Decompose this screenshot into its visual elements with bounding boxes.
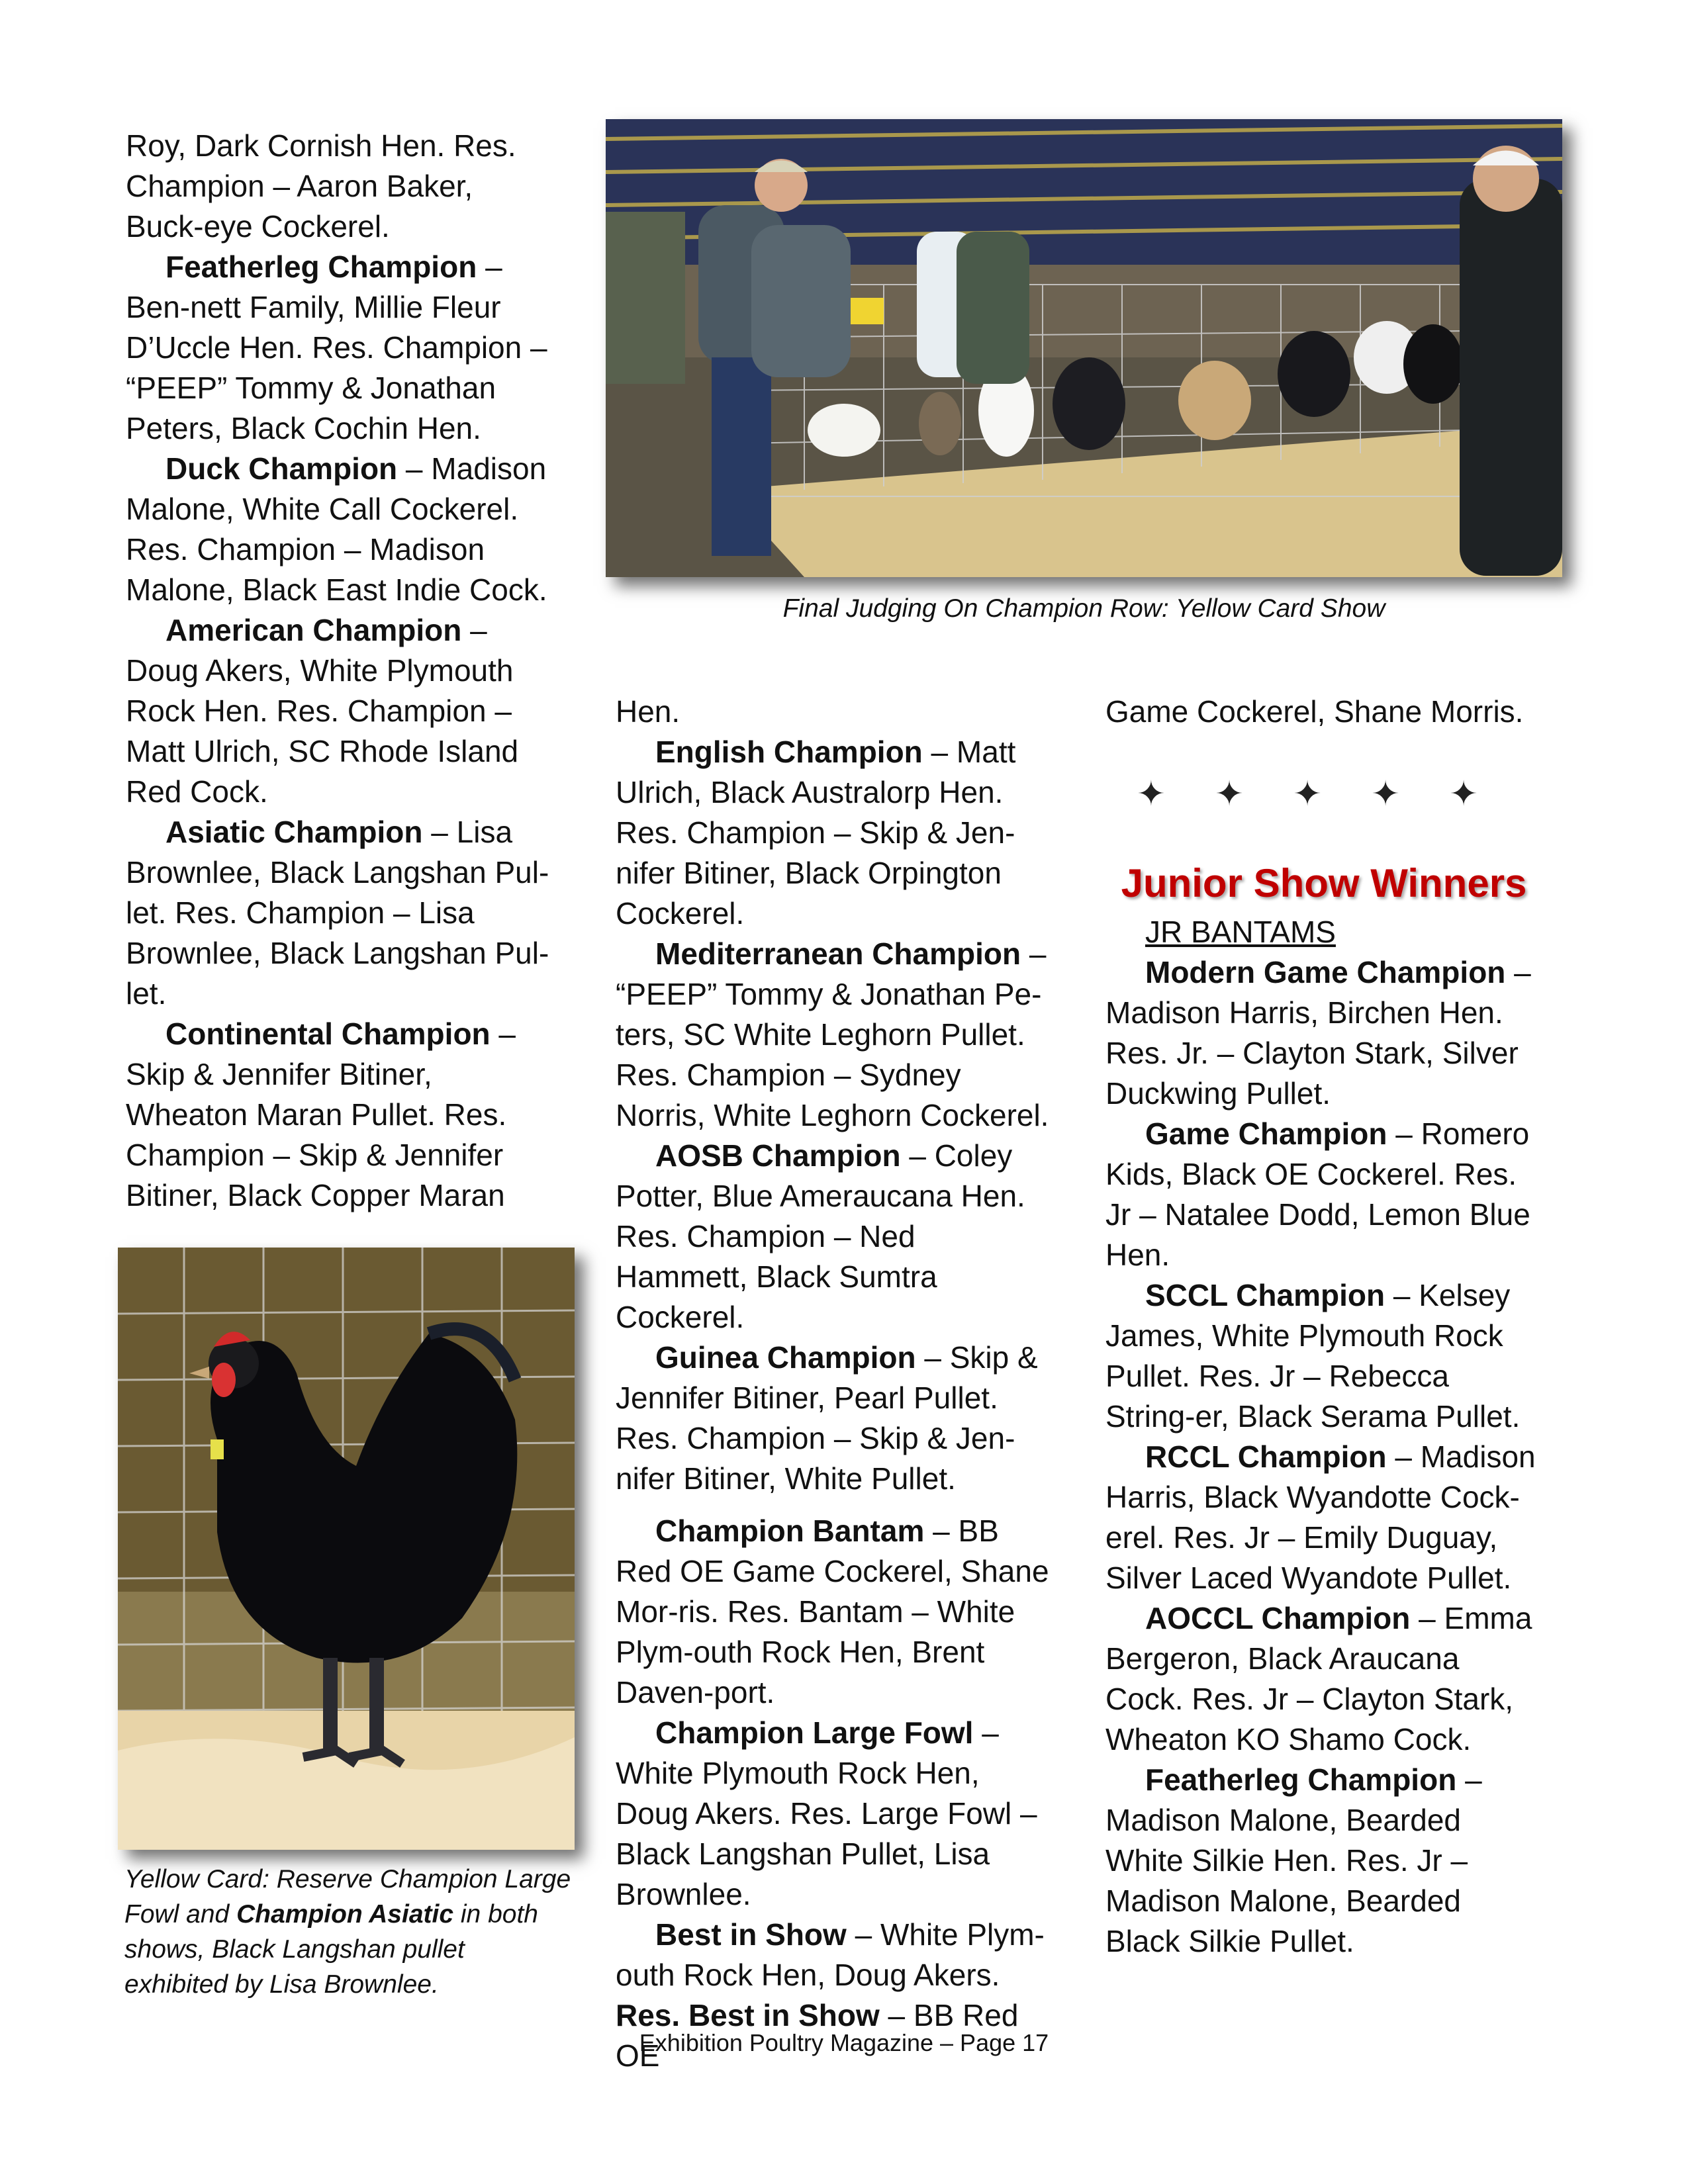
langshan-photo: [118, 1248, 575, 1850]
award-text: – White Plym-outh Rock Hen, Doug Akers.: [616, 1917, 1045, 1992]
col1-entry: [126, 610, 556, 812]
entry-text: – Madison Harris, Birchen Hen. Res. Jr. – Clayton Stark, Silver Duckwing Pullet.: [1105, 955, 1531, 1111]
entry-title: Guinea Champion: [655, 1340, 916, 1375]
col2-award: [616, 1511, 1053, 1713]
entry-text: – Madison Malone, Bearded White Silkie Hen. Res. Jr – Madison Malone, Bearded Black Silkie Pullet.: [1105, 1762, 1482, 1958]
entry-title: Game Champion: [1145, 1116, 1387, 1151]
col3-entry: [1105, 1760, 1542, 1962]
award-text: – BB Red OE Game Cockerel, Shane Mor-ris. Res. Bantam – White Plym-outh Rock Hen, Brent Daven-port.: [616, 1514, 1049, 1709]
res-best-text: – BB Red OE: [616, 1998, 1019, 2073]
col2-intro: Hen.: [616, 694, 680, 729]
entry-title: AOCCL Champion: [1145, 1601, 1411, 1635]
langshan-photo-caption: [124, 1862, 575, 2002]
award-title: Best in Show: [655, 1917, 847, 1952]
col3-intro: Game Cockerel, Shane Morris.: [1105, 694, 1524, 729]
award-title: Champion Large Fowl: [655, 1715, 974, 1750]
entry-title: RCCL Champion: [1145, 1439, 1387, 1474]
judging-photo-caption: Final Judging On Champion Row: Yellow Card Show: [782, 594, 1385, 623]
col2-entry: [616, 1338, 1053, 1499]
col2-entry: [616, 732, 1053, 934]
col1-entry: [126, 1014, 556, 1216]
caption-pre: Yellow Card: Reserve Champion Large Fowl and: [124, 1865, 571, 1929]
col2-entry: [616, 934, 1053, 1136]
col3-entry: [1105, 1598, 1542, 1760]
col1-entry: [126, 247, 556, 449]
column-2: [616, 692, 1053, 2076]
entry-title: AOSB Champion: [655, 1138, 901, 1173]
entry-title: Mediterranean Champion: [655, 936, 1021, 971]
col2-entry: [616, 1136, 1053, 1338]
entry-text: – Matt Ulrich, Black Australorp Hen. Res. Champion – Skip & Jen-nifer Bitiner, Black Orpington Cockerel.: [616, 735, 1016, 931]
langshan-pullet-illustration: [118, 1248, 575, 1850]
entry-text: – Romero Kids, Black OE Cockerel. Res. Jr – Natalee Dodd, Lemon Blue Hen.: [1105, 1116, 1530, 1272]
caption-post: in both shows, Black Langshan pullet exhibited by Lisa Brownlee.: [124, 1900, 538, 1999]
judging-scene-illustration: [606, 119, 1562, 577]
column-1: [126, 126, 556, 1216]
entry-text: – Emma Bergeron, Black Araucana Cock. Res. Jr – Clayton Stark, Wheaton KO Shamo Cock.: [1105, 1601, 1532, 1756]
caption-bold: Champion Asiatic: [236, 1900, 454, 1929]
col1-entry: [126, 449, 556, 610]
entry-text: – Ben-nett Family, Millie Fleur D’Uccle Hen. Res. Champion – “PEEP” Tommy & Jonathan Peters, Black Cochin Hen.: [126, 250, 547, 445]
entry-title: Duck Champion: [165, 451, 398, 486]
entry-title: Modern Game Champion: [1145, 955, 1506, 989]
entry-text: – Kelsey James, White Plymouth Rock Pullet. Res. Jr – Rebecca String-er, Black Serama Pullet.: [1105, 1278, 1521, 1433]
entry-title: Asiatic Champion: [165, 815, 423, 849]
jr-bantams-subhead: JR BANTAMS: [1145, 915, 1336, 949]
col3-entry: [1105, 1275, 1542, 1437]
entry-text: – Madison Malone, White Call Cockerel. Res. Champion – Madison Malone, Black East Indie Cock.: [126, 451, 547, 607]
column-3-intro: [1105, 692, 1542, 732]
entry-text: – “PEEP” Tommy & Jonathan Pe-ters, SC White Leghorn Pullet. Res. Champion – Sydney Norris, White Leghorn Cockerel.: [616, 936, 1049, 1132]
entry-title: Featherleg Champion: [165, 250, 477, 284]
entry-text: – Coley Potter, Blue Ameraucana Hen. Res. Champion – Ned Hammett, Black Sumtra Cockerel.: [616, 1138, 1025, 1334]
entry-title: English Champion: [655, 735, 923, 769]
page-footer: Exhibition Poultry Magazine – Page 17: [639, 2029, 1049, 2056]
res-best-title: Res. Best in Show: [616, 1998, 880, 2032]
entry-title: Featherleg Champion: [1145, 1762, 1457, 1797]
col1-entry: [126, 812, 556, 1014]
entry-text: – Doug Akers, White Plymouth Rock Hen. Res. Champion – Matt Ulrich, SC Rhode Island Red Cock.: [126, 613, 519, 809]
col2-award: [616, 1915, 1053, 1995]
entry-text: – Lisa Brownlee, Black Langshan Pul-let. Res. Champion – Lisa Brownlee, Black Langshan Pul-let.: [126, 815, 549, 1011]
entry-text: – Skip & Jennifer Bitiner, Pearl Pullet. Res. Champion – Skip & Jen-nifer Bitiner, White Pullet.: [616, 1340, 1038, 1496]
column-3: [1105, 912, 1542, 1962]
col3-entry: [1105, 952, 1542, 1114]
entry-text: – Madison Harris, Black Wyandotte Cock-erel. Res. Jr – Emily Duguay, Silver Laced Wyandote Pullet.: [1105, 1439, 1536, 1595]
col3-entry: [1105, 1114, 1542, 1275]
entry-title: American Champion: [165, 613, 462, 647]
junior-show-heading: Junior Show Winners: [1121, 861, 1527, 905]
col1-intro: Roy, Dark Cornish Hen. Res. Champion – Aaron Baker, Buck-eye Cockerel.: [126, 128, 516, 244]
col2-award: [616, 1713, 1053, 1915]
award-title: Champion Bantam: [655, 1514, 925, 1548]
judging-photo: [606, 119, 1562, 577]
entry-text: – Skip & Jennifer Bitiner, Wheaton Maran Pullet. Res. Champion – Skip & Jennifer Bitiner, Black Copper Maran: [126, 1017, 516, 1212]
award-text: – White Plymouth Rock Hen, Doug Akers. Res. Large Fowl – Black Langshan Pullet, Lisa Brownlee.: [616, 1715, 1037, 1911]
entry-title: Continental Champion: [165, 1017, 491, 1051]
col3-entry: [1105, 1437, 1542, 1598]
section-divider-stars: ✦ ✦ ✦ ✦ ✦: [1137, 775, 1498, 813]
entry-title: SCCL Champion: [1145, 1278, 1385, 1312]
